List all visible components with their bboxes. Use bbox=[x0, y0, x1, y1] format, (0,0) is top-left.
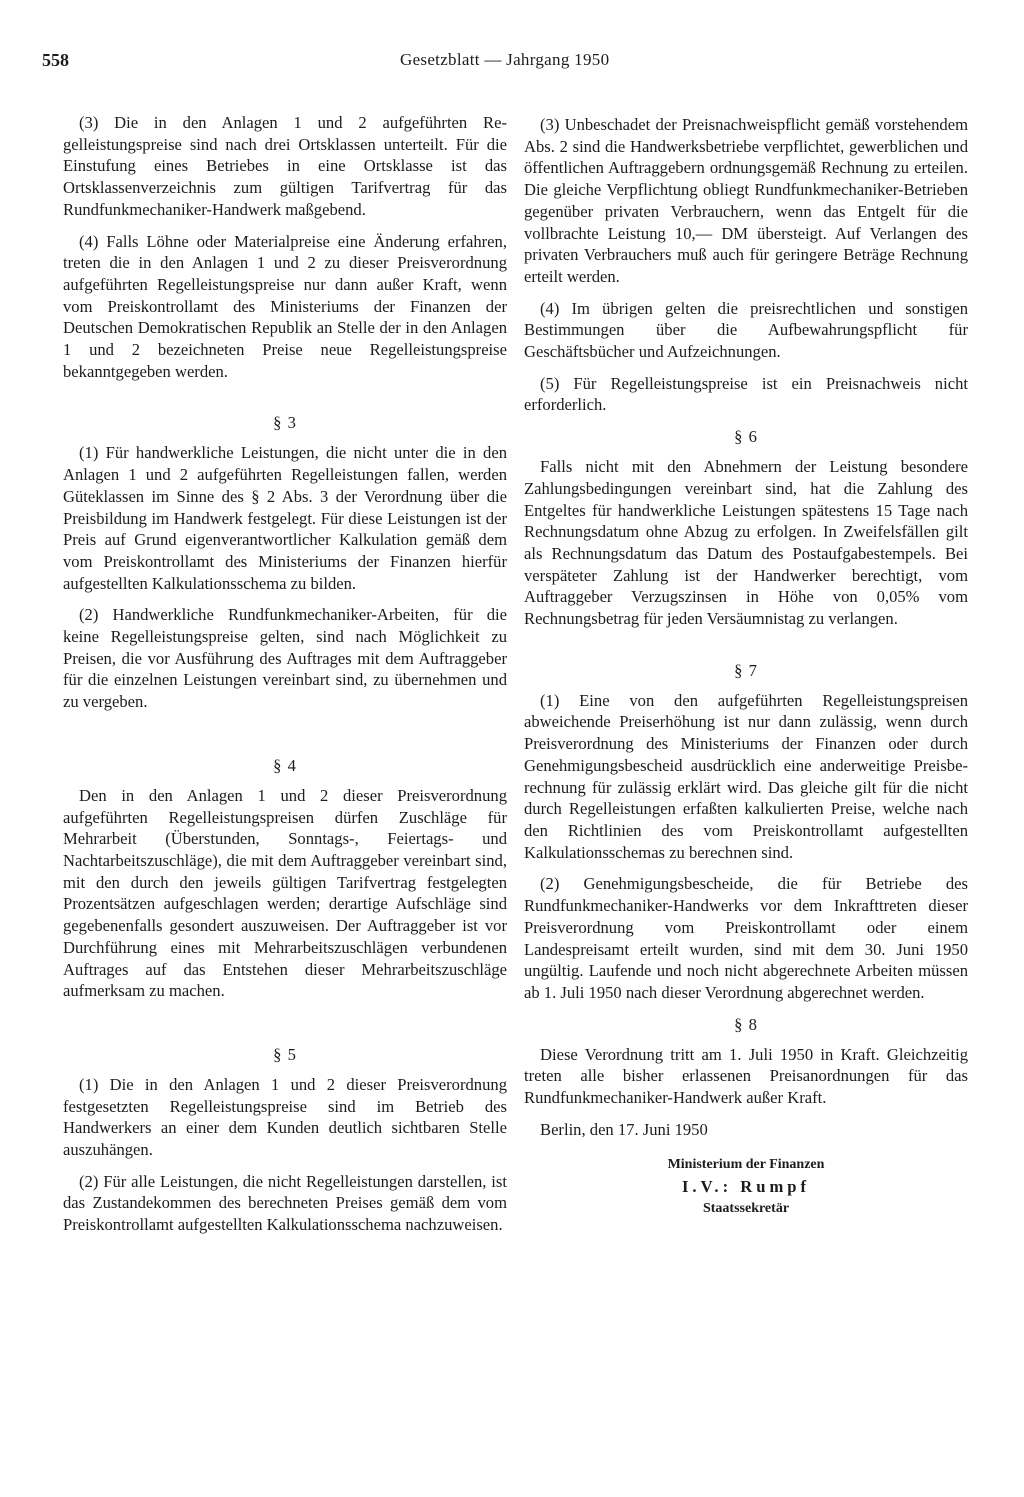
paragraph-8: Diese Verordnung tritt am 1. Juli 1950 in Kraft. Gleichzeitig treten alle bisher erlassenen Preisanordnungen für das Rundfunkmechaniker-Handwerk außer Kraft. bbox=[524, 1044, 968, 1108]
signature-name: I.V.: Rumpf bbox=[681, 1177, 811, 1197]
paragraph-2-4: (4) Falls Löhne oder Materialpreise eine Änderung erfahren, treten die in den Anlagen 1 und 2 zu dieser Preisverordnung aufgeführten Regelleistungspreise nur dann außer Kraft, wenn vom Preiskontrollamt des Ministeriums der Finanzen der Deutschen Demokratischen Republik an Stelle der in den Anlagen 1 und 2 bezeichneten Preise neue Regelleistungspreise bekanntgegeben werden. bbox=[63, 231, 507, 381]
running-title: Gesetzblatt — Jahrgang 1950 bbox=[400, 50, 610, 69]
paragraph-4: Den in den Anlagen 1 und 2 dieser Preisverordnung aufgeführten Regelleistungspreisen dürfen Zuschläge für Mehrarbeit (Überstunden, Sonntags-, Feiertags- und Nachtarbeitszuschläge), die mit dem Auftraggeber vereinbart sind, mit den durch den jeweils gültigen Tarifvertrag festgelegten Prozentsätzen aufgeschlagen werden; derartige Aufschläge sind gegebenenfalls gesondert auszuweisen. Der Auftraggeber ist vor Durchführung eines mit Mehrarbeitszuschlägen verbundenen Auftrages auf das Entstehen dieser Mehrarbeitszuschläge aufmerksam zu machen. bbox=[63, 785, 507, 1001]
page-number: 558 bbox=[42, 50, 69, 70]
paragraph-5-3: (3) Unbeschadet der Preisnachweispflicht gemäß vorstehendem Abs. 2 sind die Handwerksbetriebe verpflichtet, gewerblichen und öffentlichen Auftraggebern ordnungsgemäß Rechnung zu erteilen. Die gleiche Verpflichtung obliegt Rundfunkmechaniker-Betrieben gegenüber privaten Verbrauchern, wenn das Entgelt für die vollbrachte Leistung 10,— DM übersteigt. Auf Verlangen des privaten Verbrauchers muß auch für geringere Beträge Rechnung erteilt werden. bbox=[524, 115, 968, 286]
section-8-heading: § 8 bbox=[734, 1014, 758, 1034]
date-line: Berlin, den 17. Juni 1950 bbox=[540, 1119, 708, 1139]
section-4-heading: § 4 bbox=[273, 755, 297, 775]
section-6-heading: § 6 bbox=[734, 427, 758, 447]
section-7-heading: § 7 bbox=[734, 660, 758, 680]
signature-title: Staatssekretär bbox=[702, 1201, 790, 1217]
paragraph-7-2: (2) Genehmigungsbescheide, die für Betriebe des Rundfunkmechaniker-Handwerks vor dem Inkrafttreten dieser Preisverordnung vom Preiskontrollamt oder einem Landespreisamt erteilt wurden, sind mit dem 30. Juni 1950 ungültig. Laufende und noch nicht abgerechnete Arbeiten müssen ab 1. Juli 1950 nach dieser Verordnung abgerechnet werden. bbox=[524, 874, 968, 1002]
right-column bbox=[524, 114, 968, 1220]
paragraph-5-2: (2) Für alle Leistungen, die nicht Regelleistungen darstellen, ist das Zustandekommen des berechneten Preises gemäß dem vom Preiskontrollamt aufgestellten Kalkulationsschema nachzuweisen. bbox=[63, 1171, 507, 1235]
paragraph-2-3: (3) Die in den Anlagen 1 und 2 aufgeführten Regelleistungspreise sind nach drei Ortsklassen unterteilt. Für die Einstufung eines Betriebes in eine Ortsklasse ist das Ortsklassenverzeichnis zum gültigen Tarifvertrag für das Rundfunkmechaniker-Handwerk maßgebend. bbox=[63, 113, 507, 219]
paragraph-3-2: (2) Handwerkliche Rundfunkmechaniker-Arbeiten, für die keine Regelleistungspreise gelten, sind nach Möglichkeit zu Preisen, die vor Ausführung des Auftrages mit dem Auftraggeber für die einzelnen Leistungen vereinbart sind, zu übernehmen und zu vergeben. bbox=[63, 605, 507, 712]
paragraph-5-4: (4) Im übrigen gelten die preisrechtlichen und sonstigen Bestimmungen über die Aufbewahrungspflicht für Geschäftsbücher und Aufzeichnungen. bbox=[524, 298, 968, 362]
paragraph-5-1: (1) Die in den Anlagen 1 und 2 dieser Preisverordnung festgesetzten Regelleistungspreise sind im Betrieb des Handwerkers an einer dem Kunden deutlich sichtbaren Stelle auszuhängen. bbox=[63, 1074, 507, 1160]
section-5-heading: § 5 bbox=[273, 1044, 297, 1064]
paragraph-7-1: (1) Eine von den aufgeführten Regelleistungspreisen abweichende Preiserhöhung ist nur dann zulässig, wenn durch Preisverordnung des Ministeriums der Finanzen oder durch Genehmigungsbescheid ausdrücklich eine anderweitige Preisberechnung für zulässig erklärt wird. Das gleiche gilt für die nicht durch Regelleistungen erfaßten kalkulierten Preise, welche nach den Richtlinien des vom Preiskontrollamt aufgestellten Kalkulationsschemas zu berechnen sind. bbox=[524, 690, 968, 862]
signature-ministry: Ministerium der Finanzen bbox=[667, 1157, 825, 1173]
section-3-heading: § 3 bbox=[273, 413, 297, 433]
left-column bbox=[63, 112, 507, 1246]
paragraph-6: Falls nicht mit den Abnehmern der Leistung besondere Zahlungsbedingungen vereinbart sind, hat die Zahlung des Entgeltes für handwerkliche Leistungen spätestens 15 Tage nach Rechnungsdatum ohne Abzug zu erfolgen. In Zweifelsfällen gilt als Rechnungsdatum das Datum des Postaufgabestempels. Bei verspäteter Zahlung ist der Handwerker berechtigt, vom Auftraggeber Verzugszinsen in Höhe von 0,05% vom Rechnungsbetrag für jeden Versäumnistag zu verlangen. bbox=[524, 457, 968, 629]
paragraph-5-5: (5) Für Regelleistungspreise ist ein Preisnachweis nicht erforderlich. bbox=[524, 373, 968, 415]
signature-block bbox=[524, 1154, 968, 1220]
paragraph-3-1: (1) Für handwerkliche Leistungen, die nicht unter die in den Anlagen 1 und 2 aufgeführten Regelleistungen fallen, werden Güteklassen im Sinne des § 2 Abs. 3 der Verordnung über die Preisbildung im Handwerk festgelegt. Für diese Leistungen ist der Preis auf Grund eigenverantwortlicher Kalkulation gemäß dem vom Preiskontrollamt des Ministeriums der Finanzen hierfür aufgestellten Kalkulationsschema zu bilden. bbox=[63, 443, 507, 593]
page-header bbox=[42, 50, 982, 78]
